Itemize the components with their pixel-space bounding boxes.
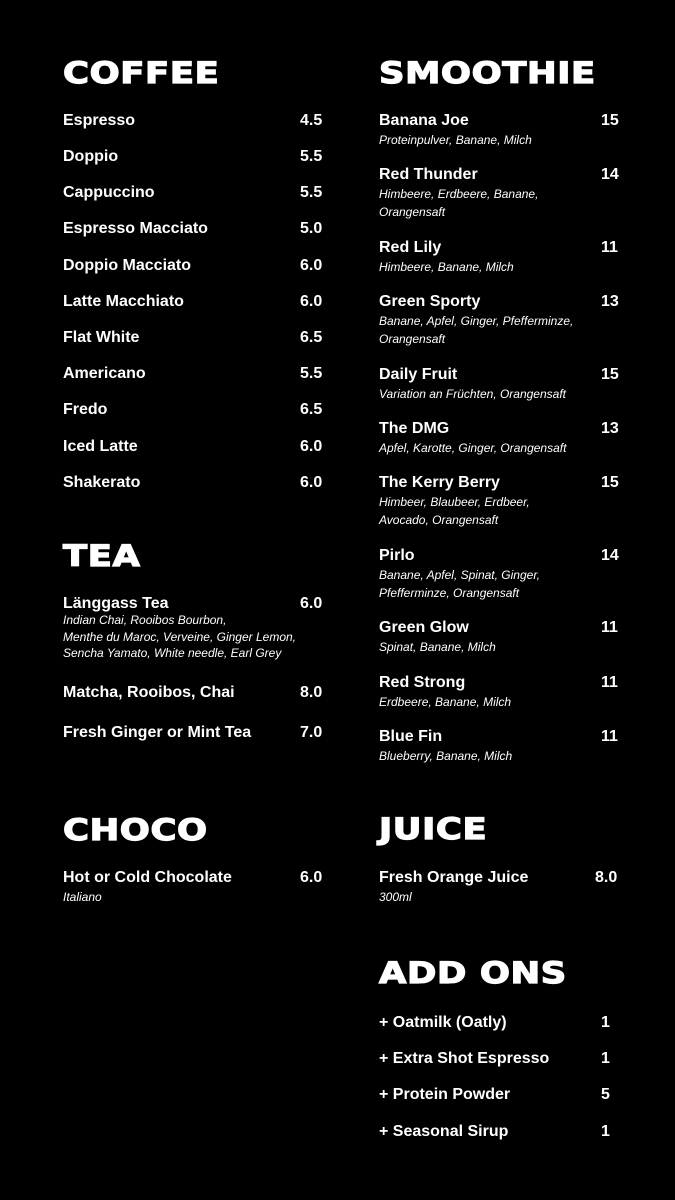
- juice-section: [379, 814, 619, 844]
- description-line: Banane, Apfel, Ginger, Pfefferminze,: [379, 314, 574, 328]
- tea-item[interactable]: [63, 594, 323, 662]
- description-line: Sencha Yamato, White needle, Earl Grey: [63, 646, 282, 660]
- addon-item[interactable]: [379, 1122, 619, 1142]
- item-price: 11: [601, 239, 618, 256]
- item-name: Blue Fin: [379, 728, 443, 745]
- item-name: Iced Latte: [63, 438, 138, 455]
- item-name: Americano: [63, 365, 146, 382]
- item-price: 15: [601, 366, 619, 383]
- item-price: 6.0: [300, 257, 323, 274]
- description-line: Spinat, Banane, Milch: [379, 640, 496, 654]
- smoothie-item[interactable]: [379, 238, 619, 276]
- item-description: [63, 888, 323, 906]
- item-description: [379, 185, 619, 221]
- addon-item[interactable]: [379, 1049, 619, 1069]
- item-price: 5.5: [300, 148, 323, 165]
- addons-section: [379, 958, 619, 988]
- addons-heading: ADD ONS: [379, 956, 567, 990]
- description-line: Orangensaft: [379, 205, 446, 219]
- item-price: 6.0: [300, 869, 323, 886]
- item-description: [379, 566, 619, 602]
- item-description: [379, 258, 619, 276]
- item-name: + Protein Powder: [379, 1086, 511, 1103]
- item-price: 6.0: [300, 474, 323, 491]
- item-name: Fresh Ginger or Mint Tea: [63, 724, 252, 741]
- tea-heading: TEA: [63, 539, 141, 573]
- juice-item[interactable]: [379, 868, 619, 906]
- smoothie-item[interactable]: [379, 292, 619, 348]
- item-name: Banana Joe: [379, 112, 469, 129]
- item-description: [379, 385, 619, 403]
- smoothie-item[interactable]: [379, 419, 619, 457]
- smoothie-item[interactable]: [379, 673, 619, 711]
- item-price: 5.0: [300, 220, 323, 237]
- item-name: Daily Fruit: [379, 366, 458, 383]
- item-name: Fredo: [63, 401, 108, 418]
- item-price: 15: [601, 112, 619, 129]
- item-price: 15: [601, 474, 619, 491]
- description-line: Erdbeere, Banane, Milch: [379, 695, 512, 709]
- item-name: Red Lily: [379, 239, 442, 256]
- item-description: [379, 747, 619, 765]
- smoothie-item[interactable]: [379, 727, 619, 765]
- item-name: Latte Macchiato: [63, 293, 184, 310]
- item-name: + Seasonal Sirup: [379, 1123, 509, 1140]
- tea-section: [63, 541, 323, 571]
- item-description: [379, 439, 619, 457]
- description-line: 300ml: [379, 890, 412, 904]
- description-line: Banane, Apfel, Spinat, Ginger,: [379, 568, 540, 582]
- item-price: 6.5: [300, 401, 323, 418]
- item-price: 6.0: [300, 438, 323, 455]
- description-line: Menthe du Maroc, Verveine, Ginger Lemon,: [63, 629, 297, 644]
- coffee-item[interactable]: [63, 328, 323, 348]
- description-line: Himbeer, Blaubeer, Erdbeer,: [379, 495, 530, 509]
- choco-heading: CHOCO: [63, 813, 208, 847]
- item-price: 5: [601, 1086, 610, 1103]
- description-line: Pfefferminze, Orangensaft: [379, 586, 520, 600]
- juice-heading: JUICE: [379, 812, 488, 846]
- item-price: 1: [601, 1123, 610, 1140]
- coffee-item[interactable]: [63, 147, 323, 167]
- smoothie-item[interactable]: [379, 111, 619, 149]
- item-name: Green Glow: [379, 619, 469, 636]
- description-line: Avocado, Orangensaft: [379, 513, 499, 527]
- smoothie-heading: SMOOTHIE: [379, 56, 596, 90]
- item-price: 4.5: [300, 112, 323, 129]
- item-name: Fresh Orange Juice: [379, 869, 529, 886]
- coffee-item[interactable]: [63, 219, 323, 239]
- coffee-item[interactable]: [63, 111, 323, 131]
- item-price: 6.0: [300, 595, 323, 612]
- item-price: 6.0: [300, 293, 323, 310]
- item-price: 14: [601, 166, 619, 183]
- smoothie-item[interactable]: [379, 618, 619, 656]
- item-price: 5.5: [300, 184, 323, 201]
- item-description: [379, 312, 619, 348]
- item-price: 8.0: [595, 869, 618, 886]
- description-line: Blueberry, Banane, Milch: [379, 749, 513, 763]
- item-price: 11: [601, 619, 618, 636]
- item-name: Länggass Tea: [63, 595, 169, 612]
- item-description: [379, 888, 619, 906]
- coffee-item[interactable]: [63, 364, 323, 384]
- coffee-section: [63, 58, 323, 88]
- item-name: + Oatmilk (Oatly): [379, 1014, 507, 1031]
- smoothie-item[interactable]: [379, 165, 619, 221]
- coffee-item[interactable]: [63, 292, 323, 312]
- item-price: 5.5: [300, 365, 323, 382]
- coffee-item[interactable]: [63, 473, 323, 493]
- smoothie-item[interactable]: [379, 365, 619, 403]
- description-line: Italiano: [63, 890, 102, 904]
- smoothie-item[interactable]: [379, 473, 619, 529]
- item-price: 11: [601, 728, 618, 745]
- tea-item[interactable]: [63, 683, 323, 703]
- item-description: [379, 131, 619, 149]
- item-name: Matcha, Rooibos, Chai: [63, 684, 235, 701]
- item-name: Cappuccino: [63, 184, 155, 201]
- coffee-item[interactable]: [63, 400, 323, 420]
- coffee-item[interactable]: [63, 256, 323, 276]
- item-name: Hot or Cold Chocolate: [63, 869, 232, 886]
- item-name: Red Strong: [379, 674, 466, 691]
- item-price: 11: [601, 674, 618, 691]
- item-name: Espresso: [63, 112, 136, 129]
- choco-item[interactable]: [63, 868, 323, 906]
- item-name: The Kerry Berry: [379, 474, 500, 491]
- description-line: Proteinpulver, Banane, Milch: [379, 133, 532, 147]
- item-name: Flat White: [63, 329, 140, 346]
- item-description: [379, 493, 619, 529]
- coffee-item[interactable]: [63, 437, 323, 457]
- smoothie-item[interactable]: [379, 546, 619, 602]
- item-name: Shakerato: [63, 474, 141, 491]
- item-price: 7.0: [300, 724, 323, 741]
- addon-item[interactable]: [379, 1085, 619, 1105]
- smoothie-section: [379, 58, 619, 88]
- item-price: 1: [601, 1014, 610, 1031]
- description-line: Himbeere, Erdbeere, Banane,: [379, 187, 539, 201]
- description-line: Indian Chai, Rooibos Bourbon,: [63, 613, 227, 627]
- item-price: 1: [601, 1050, 610, 1067]
- item-price: 6.5: [300, 329, 323, 346]
- description-line: Variation an Früchten, Orangensaft: [379, 387, 566, 401]
- item-name: Red Thunder: [379, 166, 478, 183]
- item-price: 13: [601, 420, 619, 437]
- item-name: + Extra Shot Espresso: [379, 1050, 550, 1067]
- item-price: 13: [601, 293, 619, 310]
- addon-item[interactable]: [379, 1013, 619, 1033]
- item-name: Pirlo: [379, 547, 415, 564]
- item-name: The DMG: [379, 420, 450, 437]
- description-line: Orangensaft: [379, 332, 446, 346]
- item-price: 8.0: [300, 684, 323, 701]
- item-description: [379, 693, 619, 711]
- item-name: Green Sporty: [379, 293, 481, 310]
- choco-section: [63, 815, 323, 845]
- coffee-item[interactable]: [63, 183, 323, 203]
- description-line: Himbeere, Banane, Milch: [379, 260, 514, 274]
- description-line: Apfel, Karotte, Ginger, Orangensaft: [379, 441, 567, 455]
- item-price: 14: [601, 547, 619, 564]
- item-name: Doppio Macciato: [63, 257, 192, 274]
- item-name: Espresso Macciato: [63, 220, 208, 237]
- coffee-heading: COFFEE: [63, 56, 220, 90]
- item-description: [379, 638, 619, 656]
- tea-item[interactable]: [63, 723, 323, 743]
- item-name: Doppio: [63, 148, 119, 165]
- item-description: [63, 612, 323, 662]
